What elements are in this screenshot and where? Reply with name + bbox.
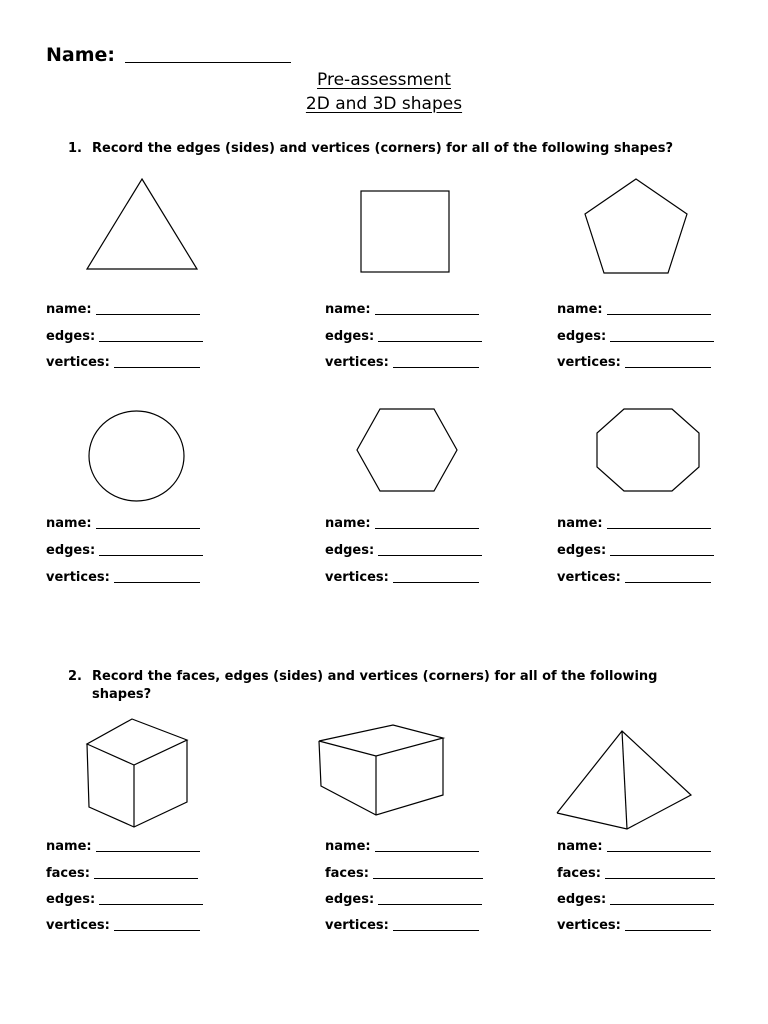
question-2-text-line2: shapes? <box>92 687 152 702</box>
student-name-field <box>46 44 291 66</box>
q2-shape1-faces-field[interactable]: faces: <box>46 866 198 881</box>
q2-shape2-vertices-field[interactable]: vertices: <box>325 918 479 933</box>
q2-shape1-vertices-field[interactable]: vertices: <box>46 918 200 933</box>
q1-shape2-edges-field[interactable]: edges: <box>325 329 482 344</box>
q1-shape3-edges-field[interactable]: edges: <box>557 329 714 344</box>
octagon-icon <box>596 408 700 492</box>
q1-shape2-vertices-field[interactable]: vertices: <box>325 355 479 370</box>
q1-shape6-vertices-field[interactable]: vertices: <box>557 570 711 585</box>
circle-icon <box>88 410 186 502</box>
question-2-number: 2. <box>68 669 82 684</box>
page-title: Pre-assessment <box>317 70 451 90</box>
cube-icon <box>86 718 188 828</box>
question-2 <box>68 668 708 704</box>
q2-shape3-edges-field[interactable]: edges: <box>557 892 714 907</box>
question-1-text: Record the edges (sides) and vertices (corners) for all of the following shapes? <box>92 141 673 156</box>
name-blank-line[interactable] <box>125 48 291 63</box>
square-icon <box>360 190 450 272</box>
q2-shape2-edges-field[interactable]: edges: <box>325 892 482 907</box>
q2-shape3-name-field[interactable]: name: <box>557 839 711 854</box>
q2-shape2-faces-field[interactable]: faces: <box>325 866 483 881</box>
page-subtitle: 2D and 3D shapes <box>305 94 463 114</box>
name-label: Name: <box>46 44 116 66</box>
q2-shape2-name-field[interactable]: name: <box>325 839 479 854</box>
question-1 <box>68 140 708 158</box>
q1-shape1-name-field[interactable]: name: <box>46 302 200 317</box>
hexagon-icon <box>356 408 458 492</box>
q1-shape6-edges-field[interactable]: edges: <box>557 543 714 558</box>
q2-shape3-vertices-field[interactable]: vertices: <box>557 918 711 933</box>
q1-shape1-edges-field[interactable]: edges: <box>46 329 203 344</box>
q1-shape3-vertices-field[interactable]: vertices: <box>557 355 711 370</box>
rectangular-prism-icon <box>318 724 444 816</box>
q1-shape4-vertices-field[interactable]: vertices: <box>46 570 200 585</box>
question-1-number: 1. <box>68 141 82 156</box>
question-2-text-line1: Record the faces, edges (sides) and vertices (corners) for all of the following <box>92 669 658 684</box>
q1-shape6-name-field[interactable]: name: <box>557 516 711 531</box>
q1-shape4-name-field[interactable]: name: <box>46 516 200 531</box>
q1-shape3-name-field[interactable]: name: <box>557 302 711 317</box>
pentagon-icon <box>584 178 688 274</box>
q2-shape1-name-field[interactable]: name: <box>46 839 200 854</box>
q1-shape5-edges-field[interactable]: edges: <box>325 543 482 558</box>
q1-shape4-edges-field[interactable]: edges: <box>46 543 203 558</box>
q1-shape5-name-field[interactable]: name: <box>325 516 479 531</box>
q1-shape5-vertices-field[interactable]: vertices: <box>325 570 479 585</box>
pyramid-icon <box>556 730 692 830</box>
q1-shape1-vertices-field[interactable]: vertices: <box>46 355 200 370</box>
q2-shape3-faces-field[interactable]: faces: <box>557 866 715 881</box>
q1-shape2-name-field[interactable]: name: <box>325 302 479 317</box>
q2-shape1-edges-field[interactable]: edges: <box>46 892 203 907</box>
triangle-icon <box>86 178 198 270</box>
